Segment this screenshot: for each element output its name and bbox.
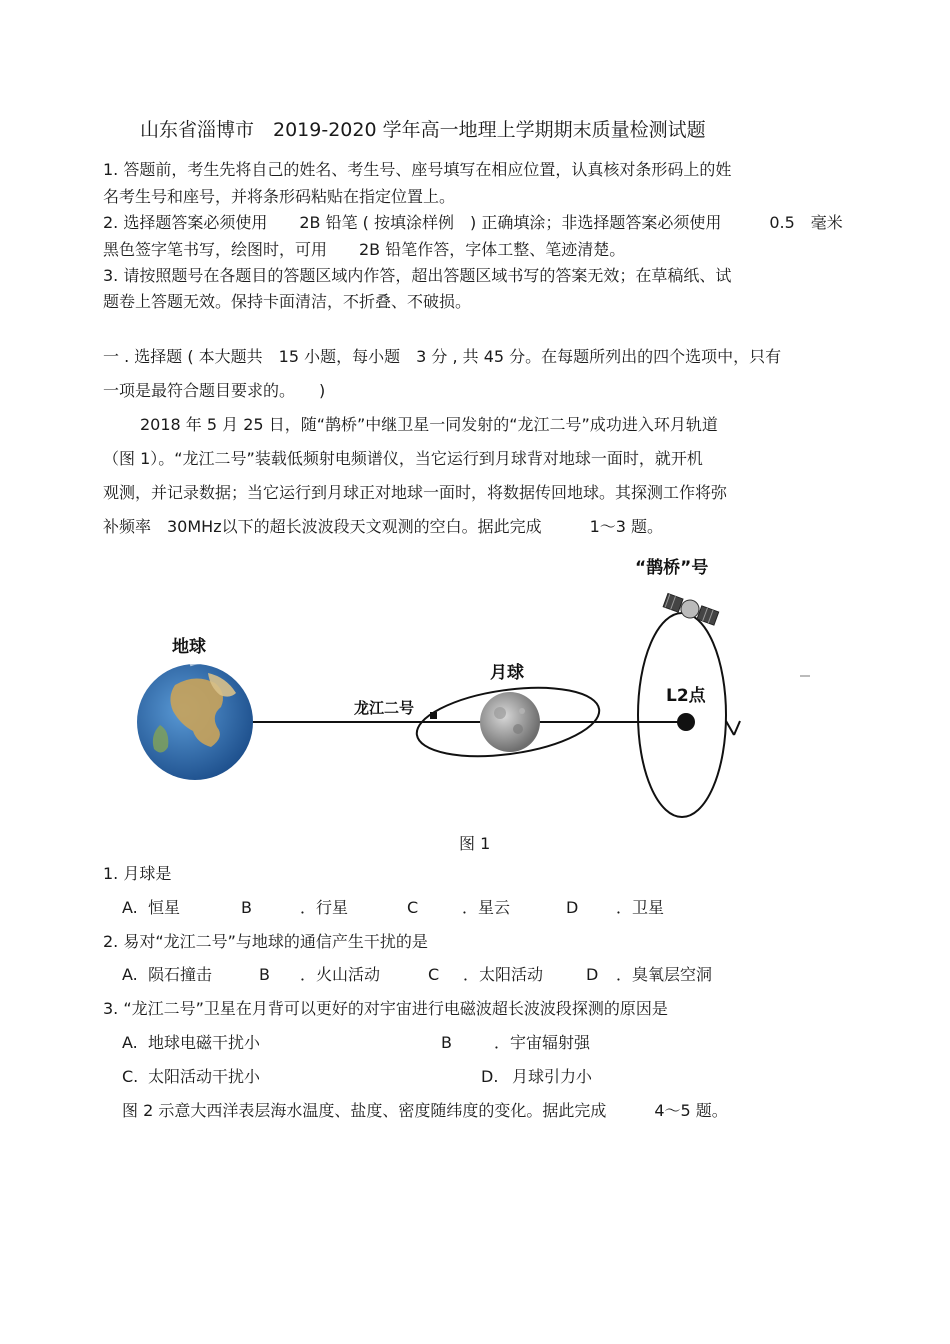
option-letter: B <box>259 965 270 984</box>
option-letter: C <box>428 965 440 984</box>
longjiang-label: 龙江二号 <box>354 699 415 717</box>
option-text: 月球引力小 <box>512 1067 593 1086</box>
option-text: ．星云 <box>462 898 511 917</box>
moon-label: 月球 <box>490 663 524 683</box>
passage-line: 2018 年 5 月 25 日，随“鹊桥”中继卫星一同发射的“龙江二号”成功进入环月轨道 <box>140 415 718 434</box>
instruction-line: 2. 选择题答案必须使用 2B 铅笔 ( 按填涂样例 ) 正确填涂；非选择题答案必须使用 0.5 毫米 <box>103 213 843 232</box>
option-letter: D <box>566 898 579 917</box>
option-letter: D <box>586 965 599 984</box>
option-text: 陨石撞击 <box>148 965 213 984</box>
option-text: 地球电磁干扰小 <box>148 1033 261 1052</box>
queqiao-satellite-icon <box>662 592 719 627</box>
orbit-direction-arrow <box>726 721 740 735</box>
option-text: ．太阳活动 <box>463 965 544 984</box>
longjiang-satellite-marker <box>430 712 437 719</box>
instruction-line: 3. 请按照题号在各题目的答题区域内作答，超出答题区域书写的答案无效；在草稿纸、试 <box>103 266 732 285</box>
option-letter: B <box>441 1033 452 1052</box>
moon-sphere <box>480 692 540 752</box>
option-letter: A. <box>122 898 138 917</box>
figure-caption: 图 1 <box>459 834 491 853</box>
page-title: 山东省淄博市 2019-2020 学年高一地理上学期期末质量检测试题 <box>140 119 706 141</box>
l2-label: L2点 <box>666 686 706 706</box>
passage-line: 补频率 30MHz以下的超长波波段天文观测的空白。据此完成 1～3 题。 <box>103 517 664 536</box>
option-letter: A. <box>122 1033 138 1052</box>
earth-label: 地球 <box>172 637 206 657</box>
figure-1-diagram <box>120 545 820 830</box>
question-stem: 2. 易对“龙江二号”与地球的通信产生干扰的是 <box>103 932 428 951</box>
passage-line: 观测，并记录数据；当它运行到月球正对地球一面时，将数据传回地球。其探测工作将弥 <box>103 483 728 502</box>
option-letter: C <box>407 898 419 917</box>
queqiao-label: “鹊桥”号 <box>635 558 709 578</box>
earth-globe <box>137 662 253 780</box>
option-text: ．宇宙辐射强 <box>494 1033 591 1052</box>
option-letter: D. <box>481 1067 499 1086</box>
option-letter: C. <box>122 1067 139 1086</box>
option-letter: B <box>241 898 252 917</box>
instruction-line: 题卷上答题无效。保持卡面清洁，不折叠、不破损。 <box>103 292 472 311</box>
option-text: ．卫星 <box>616 898 665 917</box>
section-header: 一 . 选择题 ( 本大题共 15 小题，每小题 3 分 , 共 45 分。在每题所列出的四个选项中，只有 <box>103 347 782 366</box>
option-text: ．行星 <box>300 898 349 917</box>
instruction-line: 1. 答题前，考生先将自己的姓名、考生号、座号填写在相应位置，认真核对条形码上的姓 <box>103 160 732 179</box>
instruction-line: 名考生号和座号，并将条形码粘贴在指定位置上。 <box>103 187 456 206</box>
l2-point <box>677 713 695 731</box>
option-text: ．火山活动 <box>300 965 381 984</box>
section-header: 一项是最符合题目要求的。 ) <box>103 381 326 400</box>
option-text: ．臭氧层空洞 <box>616 965 713 984</box>
passage-line: （图 1）。“龙江二号”装载低频射电频谱仪，当它运行到月球背对地球一面时，就开机 <box>103 449 703 468</box>
question-stem: 1. 月球是 <box>103 864 172 883</box>
option-text: 太阳活动干扰小 <box>148 1067 261 1086</box>
next-intro: 图 2 示意大西洋表层海水温度、盐度、密度随纬度的变化。据此完成 4～5 题。 <box>122 1101 728 1120</box>
option-text: 恒星 <box>148 898 181 917</box>
option-letter: A. <box>122 965 138 984</box>
question-stem: 3. “龙江二号”卫星在月背可以更好的对宇宙进行电磁波超长波波段探测的原因是 <box>103 999 668 1018</box>
instruction-line: 黑色签字笔书写，绘图时，可用 2B 铅笔作答，字体工整、笔迹清楚。 <box>103 240 626 259</box>
